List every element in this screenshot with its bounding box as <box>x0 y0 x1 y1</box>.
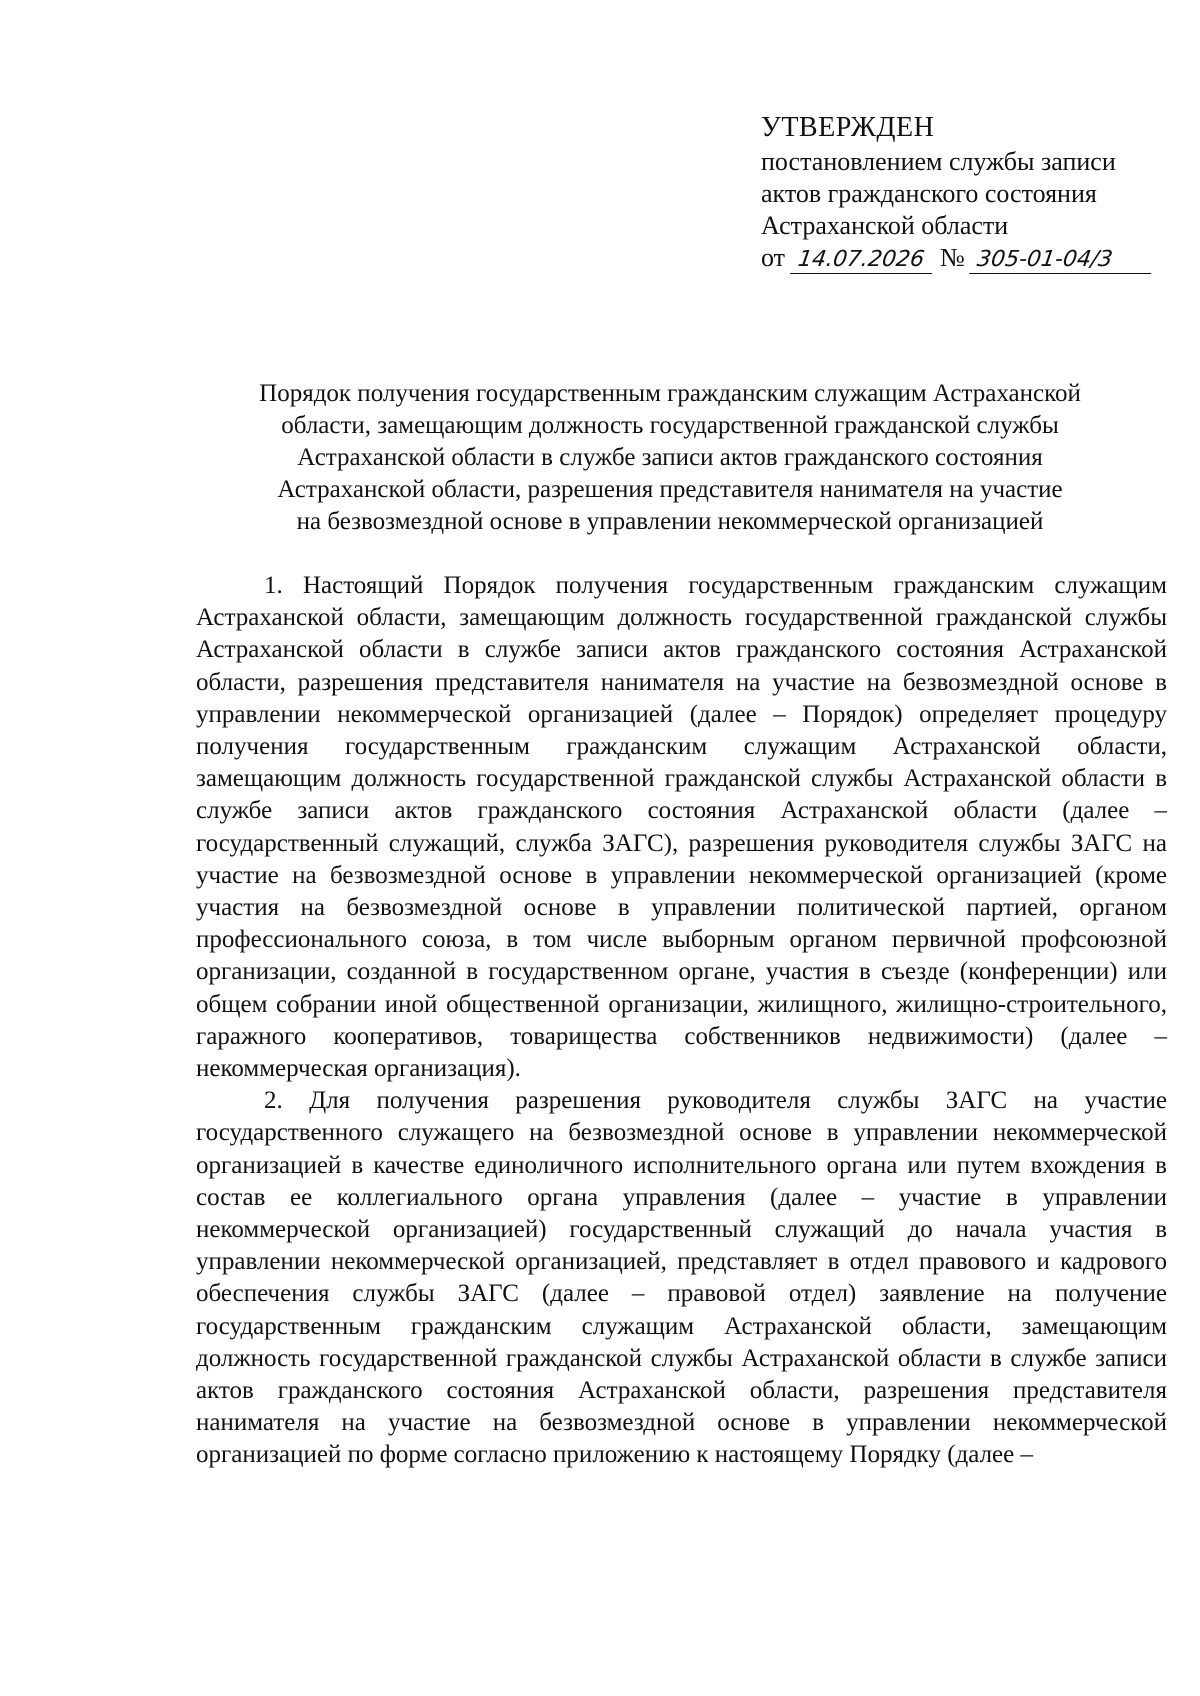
approval-date-number-line <box>761 242 1181 274</box>
approval-line-2: актов гражданского состояния <box>761 179 1097 208</box>
date-prefix: от <box>761 243 786 272</box>
document-title <box>190 378 1150 538</box>
approval-line-3: Астраханской области <box>761 211 1009 240</box>
handwritten-number: 305-01-04/3 <box>969 247 1155 274</box>
title-line-1: Порядок получения государственным гражданским служащим Астраханской <box>259 380 1081 407</box>
title-line-3: Астраханской области в службе записи актов гражданского состояния <box>297 444 1043 471</box>
title-line-5: на безвозмездной основе в управлении некоммерческой организацией <box>296 508 1044 535</box>
paragraph-1: 1. Настоящий Порядок получения государственным гражданским служащим Астраханской области, замещающим должность государственной гражданской службы Астраханской области в службе записи актов гражданского состояния Астраханской области, разрешения представителя нанимателя на участие на безвозмездной основе в управлении некоммерческой организацией (далее – Порядок) определяет процедуру получения государственным гражданским служащим Астраханской области, замещающим должность государственной гражданской службы Астраханской области в службе записи актов гражданского состояния Астраханской области (далее – государственный служащий, служба ЗАГС), разрешения руководителя службы ЗАГС на участие на безвозмездной основе в управлении некоммерческой организацией (кроме участия на безвозмездной основе в управлении политической партией, органом профессионального союза, в том числе выборным органом первичной профсоюзной организации, созданной в государственном органе, участия в съезде (конференции) или общем собрании иной общественной организации, жилищного, жилищно-строительного, гаражного кооперативов, товарищества собственников недвижимости) (далее – некоммерческая организация). <box>196 572 1167 1083</box>
approval-line-1: постановлением службы записи <box>761 147 1116 176</box>
number-prefix: № <box>940 243 965 272</box>
paragraph-2: 2. Для получения разрешения руководителя службы ЗАГС на участие государственного служащего на безвозмездной основе в управлении некоммерческой организацией в качестве единоличного исполнительного органа или путем вхождения в состав ее коллегиального органа управления (далее – участие в управлении некоммерческой организацией) государственный служащий до начала участия в управлении некоммерческой организацией, представляет в отдел правового и кадрового обеспечения службы ЗАГС (далее – правовой отдел) заявление на получение государственным гражданским служащим Астраханской области, замещающим должность государственной гражданской службы Астраханской области в службе записи актов гражданского состояния Астраханской области, разрешения представителя нанимателя на участие на безвозмездной основе в управлении некоммерческой организацией по форме согласно приложению к настоящему Порядку (далее – <box>196 1087 1167 1469</box>
document-body <box>196 570 1167 1472</box>
approval-heading: УТВЕРЖДЕН <box>761 112 935 143</box>
title-line-2: области, замещающим должность государственной гражданской службы <box>281 412 1059 439</box>
approval-block <box>761 112 1181 274</box>
handwritten-date: 14.07.2026 <box>790 247 936 274</box>
title-line-4: Астраханской области, разрешения представителя нанимателя на участие <box>277 476 1063 503</box>
